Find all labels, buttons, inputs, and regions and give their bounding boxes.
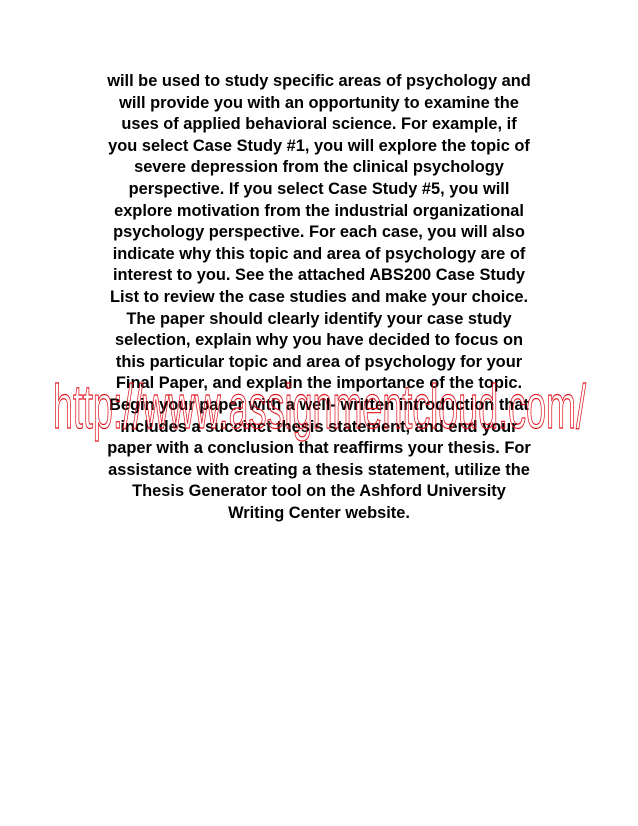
text-line: this particular topic and area of psychology for your xyxy=(115,352,523,371)
text-line: explore motivation from the industrial organizational xyxy=(114,201,524,220)
text-line: Writing Center website. xyxy=(228,503,410,522)
text-line: selection, explain why you have decided to focus on xyxy=(114,331,524,350)
text-line: Thesis Generator tool on the Ashford University xyxy=(132,482,506,501)
text-line: The paper should clearly identify your case study xyxy=(126,309,512,328)
text-line: uses of applied behavioral science. For example, if xyxy=(121,115,517,134)
watermark-text: http://www.assignmentcloud.com/ xyxy=(53,373,587,442)
text-line: will provide you with an opportunity to examine the xyxy=(119,93,519,112)
text-line: you select Case Study #1, you will explore the topic of xyxy=(108,136,530,155)
text-line: will be used to study specific areas of psychology and xyxy=(107,72,531,90)
text-line: perspective. If you select Case Study #5, you will xyxy=(128,179,510,198)
text-line: interest to you. See the attached ABS200 Case Study xyxy=(112,266,525,285)
body-paragraph xyxy=(62,71,576,524)
text-line: Begin your paper with a well- written introduction that xyxy=(109,395,529,414)
watermark-svg xyxy=(53,372,588,442)
text-line: paper with a conclusion that reaffirms your thesis. For xyxy=(107,439,531,458)
text-line: severe depression from the clinical psychology xyxy=(134,158,504,177)
text-line: Final Paper, and explain the importance of the topic. xyxy=(115,374,523,393)
watermark xyxy=(53,372,588,442)
text-line: includes a succinct thesis statement, and end your xyxy=(120,417,518,436)
text-line: assistance with creating a thesis statement, utilize the xyxy=(108,460,530,479)
text-line: psychology perspective. For each case, you will also xyxy=(113,223,525,242)
text-line: indicate why this topic and area of psychology are of xyxy=(112,244,526,263)
text-line: List to review the case studies and make your choice. xyxy=(109,287,529,306)
